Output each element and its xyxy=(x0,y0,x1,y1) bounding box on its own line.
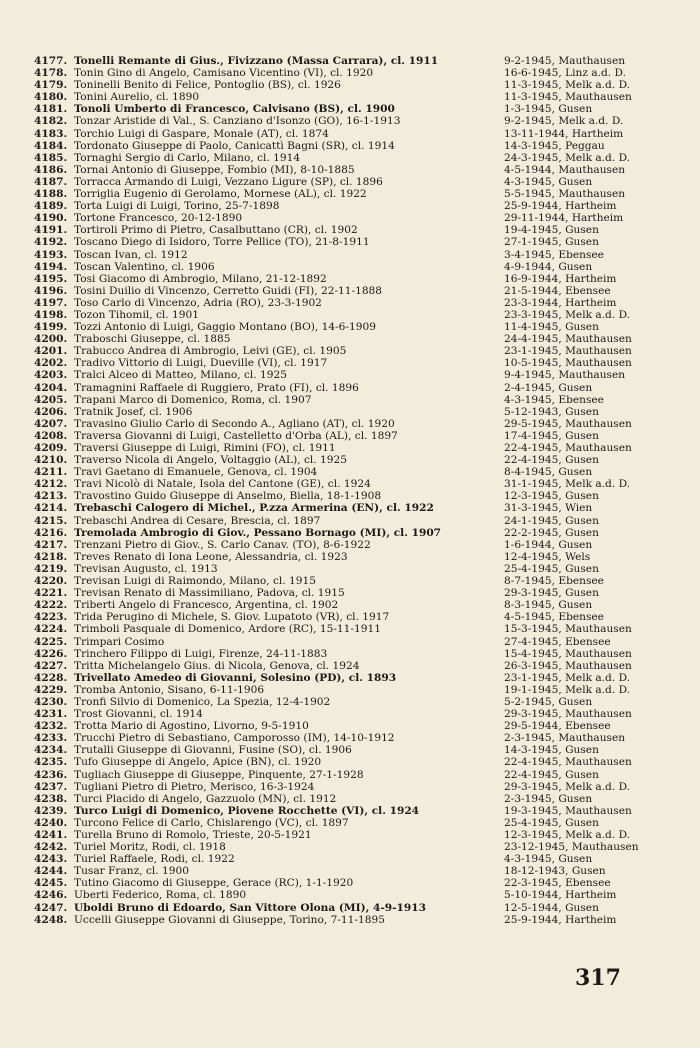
entry-number: 4203. xyxy=(34,369,68,382)
list-item xyxy=(34,515,664,527)
entry-number: 4207. xyxy=(34,417,68,430)
entry-text: Tortone Francesco, 20-12-1890 xyxy=(74,212,243,225)
entry-text: Trotta Mario di Agostino, Livorno, 9-5-1910 xyxy=(74,720,309,733)
entry-text: Trimboli Pasquale di Domenico, Ardore (RC), 15-11-1911 xyxy=(74,623,381,636)
entry-number: 4212. xyxy=(34,478,68,491)
entry-text: Tralci Alceo di Matteo, Milano, cl. 1925 xyxy=(74,369,287,382)
entry-number: 4236. xyxy=(34,768,68,781)
entry-number: 4208. xyxy=(34,429,68,442)
entry-text: Torchio Luigi di Gaspare, Monale (AT), cl. 1874 xyxy=(74,127,329,140)
list-item xyxy=(34,285,664,297)
list-item xyxy=(34,345,664,357)
entry-death: 29-5-1945, Mauthausen xyxy=(504,417,632,430)
list-item xyxy=(34,454,664,466)
entry-text: Trebaschi Calogero di Michel., P.zza Armerina (EN), cl. 1922 xyxy=(74,502,434,515)
entry-death: 1-3-1945, Gusen xyxy=(504,103,593,116)
entry-death: 11-4-1945, Gusen xyxy=(504,321,599,334)
list-item xyxy=(34,914,664,926)
entry-death: 8-4-1945, Gusen xyxy=(504,466,593,479)
entry-text: Travostino Guido Giuseppe di Anselmo, Biella, 18-1-1908 xyxy=(74,490,382,503)
entry-text: Torracca Armando di Luigi, Vezzano Ligure (SP), cl. 1896 xyxy=(74,175,383,188)
entry-text: Tosi Giacomo di Ambrogio, Milano, 21-12-1892 xyxy=(74,272,327,285)
entry-number: 4237. xyxy=(34,780,68,793)
entry-number: 4180. xyxy=(34,91,68,104)
entry-number: 4210. xyxy=(34,454,68,467)
list-item xyxy=(34,224,664,236)
entry-death: 25-4-1945, Gusen xyxy=(504,816,599,829)
entry-text: Trimpari Cosimo xyxy=(74,635,165,648)
entry-text: Turci Placido di Angelo, Gazzuolo (MN), cl. 1912 xyxy=(74,792,337,805)
entry-number: 4245. xyxy=(34,877,68,890)
entry-death: 19-3-1945, Mauthausen xyxy=(504,804,632,817)
entry-text: Tutino Giacomo di Giuseppe, Gerace (RC), 1-1-1920 xyxy=(74,877,354,890)
list-item xyxy=(34,394,664,406)
entry-number: 4202. xyxy=(34,357,68,370)
list-item xyxy=(34,67,664,79)
entry-number: 4199. xyxy=(34,321,68,334)
list-item xyxy=(34,273,664,285)
entry-death: 25-4-1945, Gusen xyxy=(504,562,599,575)
entry-number: 4178. xyxy=(34,67,68,80)
entry-death: 2-3-1945, Gusen xyxy=(504,792,593,805)
list-item xyxy=(34,805,664,817)
entry-death: 1-6-1944, Gusen xyxy=(504,538,593,551)
list-item xyxy=(34,502,664,514)
entry-text: Trapani Marco di Domenico, Roma, cl. 1907 xyxy=(74,393,312,406)
entry-number: 4179. xyxy=(34,79,68,92)
entry-number: 4206. xyxy=(34,405,68,418)
entry-number: 4233. xyxy=(34,732,68,745)
entry-text: Turcono Felice di Carlo, Chislarengo (VC), cl. 1897 xyxy=(74,816,349,829)
list-item xyxy=(34,672,664,684)
entry-text: Tonini Aurelio, cl. 1890 xyxy=(74,91,200,104)
entry-text: Trebaschi Andrea di Cesare, Brescia, cl. 1897 xyxy=(74,514,321,527)
entry-text: Trutalli Giuseppe di Giovanni, Fusine (SO), cl. 1906 xyxy=(74,744,352,757)
list-item xyxy=(34,200,664,212)
list-item xyxy=(34,829,664,841)
entry-text: Tozzi Antonio di Luigi, Gaggio Montano (BO), 14-6-1909 xyxy=(74,321,376,334)
list-item xyxy=(34,708,664,720)
list-item xyxy=(34,442,664,454)
entry-number: 4184. xyxy=(34,139,68,152)
list-item xyxy=(34,357,664,369)
list-item xyxy=(34,853,664,865)
entry-death: 22-4-1945, Gusen xyxy=(504,454,599,467)
entry-death: 24-1-1945, Gusen xyxy=(504,514,599,527)
entry-text: Tugliach Giuseppe di Giuseppe, Pinquente, 27-1-1928 xyxy=(74,768,364,781)
entry-text: Triberti Angelo di Francesco, Argentina, cl. 1902 xyxy=(74,599,339,612)
entry-death: 16-6-1945, Linz a.d. D. xyxy=(504,67,626,80)
entry-text: Trevisan Augusto, cl. 1913 xyxy=(74,562,218,575)
entry-number: 4218. xyxy=(34,550,68,563)
list-item xyxy=(34,527,664,539)
entry-death: 23-1-1945, Mauthausen xyxy=(504,345,632,358)
entry-text: Torta Luigi di Luigi, Torino, 25-7-1898 xyxy=(74,200,280,213)
entry-death: 29-5-1944, Ebensee xyxy=(504,720,611,733)
entry-number: 4232. xyxy=(34,720,68,733)
entry-death: 22-4-1945, Mauthausen xyxy=(504,756,632,769)
list-item xyxy=(34,732,664,744)
entry-death: 5-10-1944, Hartheim xyxy=(504,889,617,902)
entry-death: 8-3-1945, Gusen xyxy=(504,599,593,612)
entry-text: Tufo Giuseppe di Angelo, Apice (BN), cl. 1920 xyxy=(74,756,322,769)
list-item xyxy=(34,684,664,696)
entry-text: Traboschi Giuseppe, cl. 1885 xyxy=(74,333,231,346)
entry-number: 4246. xyxy=(34,889,68,902)
entry-number: 4195. xyxy=(34,272,68,285)
entry-text: Trenzani Pietro di Giov., S. Carlo Canav. (TO), 8-6-1922 xyxy=(74,538,371,551)
entry-text: Tortiroli Primo di Pietro, Casalbuttano (CR), cl. 1902 xyxy=(74,224,358,237)
deportee-list xyxy=(34,55,664,926)
entry-death: 16-9-1944, Hartheim xyxy=(504,272,617,285)
list-item xyxy=(34,140,664,152)
list-item xyxy=(34,91,664,103)
entry-text: Tusar Franz, cl. 1900 xyxy=(74,865,189,878)
entry-text: Toso Carlo di Vincenzo, Adria (RO), 23-3-1902 xyxy=(74,296,322,309)
list-item xyxy=(34,611,664,623)
list-item xyxy=(34,164,664,176)
entry-number: 4248. xyxy=(34,913,68,926)
entry-text: Traversi Giuseppe di Luigi, Rimini (FO), cl. 1911 xyxy=(74,442,336,454)
entry-death: 2-3-1945, Mauthausen xyxy=(504,732,626,745)
list-item xyxy=(34,865,664,877)
entry-number: 4194. xyxy=(34,260,68,273)
entry-number: 4192. xyxy=(34,236,68,249)
entry-text: Turiel Moritz, Rodi, cl. 1918 xyxy=(74,841,226,854)
entry-text: Traversa Giovanni di Luigi, Castelletto d'Orba (AL), cl. 1897 xyxy=(74,429,398,442)
list-item xyxy=(34,769,664,781)
entry-number: 4209. xyxy=(34,442,68,454)
list-item xyxy=(34,418,664,430)
entry-text: Tronfi Silvio di Domenico, La Spezia, 12-4-1902 xyxy=(74,695,331,708)
entry-number: 4185. xyxy=(34,151,68,164)
entry-text: Tritta Michelangelo Gius. di Nicola, Genova, cl. 1924 xyxy=(74,659,360,672)
entry-number: 4238. xyxy=(34,792,68,805)
entry-number: 4197. xyxy=(34,296,68,309)
entry-text: Toscano Diego di Isidoro, Torre Pellice (TO), 21-8-1911 xyxy=(74,236,370,249)
entry-death: 14-3-1945, Gusen xyxy=(504,744,599,757)
entry-death: 13-11-1944, Hartheim xyxy=(504,127,624,140)
list-item xyxy=(34,756,664,768)
list-item xyxy=(34,261,664,273)
list-item xyxy=(34,321,664,333)
entry-text: Tozon Tihomil, cl. 1901 xyxy=(74,308,199,321)
entry-number: 4241. xyxy=(34,829,68,841)
entry-death: 22-4-1945, Gusen xyxy=(504,768,599,781)
entry-death: 15-3-1945, Mauthausen xyxy=(504,623,632,636)
entry-death: 26-3-1945, Mauthausen xyxy=(504,659,632,672)
entry-text: Uccelli Giuseppe Giovanni di Giuseppe, Torino, 7-11-1895 xyxy=(74,913,385,926)
entry-number: 4183. xyxy=(34,127,68,140)
entry-death: 21-5-1944, Ebensee xyxy=(504,284,611,297)
entry-death: 22-4-1945, Mauthausen xyxy=(504,442,632,454)
entry-death: 10-5-1945, Mauthausen xyxy=(504,357,632,370)
page-number: 317 xyxy=(575,965,621,991)
entry-number: 4190. xyxy=(34,212,68,225)
entry-text: Turiel Raffaele, Rodi, cl. 1922 xyxy=(74,853,235,866)
entry-text: Tonin Gino di Angelo, Camisano Vicentino (VI), cl. 1920 xyxy=(74,67,374,80)
entry-number: 4181. xyxy=(34,103,68,116)
list-item xyxy=(34,176,664,188)
list-item xyxy=(34,369,664,381)
entry-number: 4240. xyxy=(34,816,68,829)
entry-death: 12-4-1945, Wels xyxy=(504,550,591,563)
entry-number: 4188. xyxy=(34,188,68,201)
entry-death: 4-5-1945, Ebensee xyxy=(504,611,604,624)
list-item xyxy=(34,309,664,321)
list-item xyxy=(34,599,664,611)
entry-text: Treves Renato di Iona Leone, Alessandria, cl. 1923 xyxy=(74,550,348,563)
list-item xyxy=(34,55,664,67)
entry-death: 11-3-1945, Mauthausen xyxy=(504,91,632,104)
entry-death: 11-3-1945, Melk a.d. D. xyxy=(504,79,631,92)
list-item xyxy=(34,902,664,914)
entry-number: 4228. xyxy=(34,671,68,684)
entry-death: 27-1-1945, Gusen xyxy=(504,236,599,249)
entry-number: 4187. xyxy=(34,175,68,188)
entry-death: 27-4-1945, Ebensee xyxy=(504,635,611,648)
list-item xyxy=(34,236,664,248)
entry-death: 15-4-1945, Mauthausen xyxy=(504,647,632,660)
entry-text: Tornai Antonio di Giuseppe, Fombio (MI), 8-10-1885 xyxy=(74,163,355,176)
entry-death: 17-4-1945, Gusen xyxy=(504,429,599,442)
entry-text: Torriglia Eugenio di Gerolamo, Mornese (AL), cl. 1922 xyxy=(74,188,367,201)
list-item xyxy=(34,297,664,309)
entry-death: 12-3-1945, Melk a.d. D. xyxy=(504,829,631,841)
entry-death: 5-12-1943, Gusen xyxy=(504,405,599,418)
entry-death: 9-2-1945, Mauthausen xyxy=(504,55,626,67)
list-item xyxy=(34,382,664,394)
list-item xyxy=(34,551,664,563)
entry-death: 18-12-1943, Gusen xyxy=(504,865,606,878)
entry-number: 4177. xyxy=(34,55,68,67)
list-item xyxy=(34,587,664,599)
list-item xyxy=(34,696,664,708)
entry-number: 4189. xyxy=(34,200,68,213)
entry-number: 4201. xyxy=(34,345,68,358)
entry-number: 4193. xyxy=(34,248,68,261)
entry-text: Tratnik Josef, cl. 1906 xyxy=(74,405,193,418)
list-item xyxy=(34,249,664,261)
entry-death: 23-1-1945, Melk a.d. D. xyxy=(504,671,631,684)
list-item xyxy=(34,79,664,91)
entry-text: Travi Nicolò di Natale, Isola del Cantone (GE), cl. 1924 xyxy=(74,478,371,491)
entry-text: Trevisan Luigi di Raimondo, Milano, cl. 1915 xyxy=(74,575,316,588)
entry-death: 22-3-1945, Ebensee xyxy=(504,877,611,890)
entry-death: 9-4-1945, Mauthausen xyxy=(504,369,626,382)
entry-death: 29-11-1944, Hartheim xyxy=(504,212,624,225)
entry-number: 4221. xyxy=(34,587,68,600)
entry-text: Trevisan Renato di Massimiliano, Padova, cl. 1915 xyxy=(74,587,345,600)
entry-death: 4-3-1945, Ebensee xyxy=(504,393,604,406)
entry-death: 29-3-1945, Gusen xyxy=(504,587,599,600)
list-item xyxy=(34,490,664,502)
entry-number: 4242. xyxy=(34,841,68,854)
list-item xyxy=(34,115,664,127)
entry-text: Trabucco Andrea di Ambrogio, Leivi (GE), cl. 1905 xyxy=(74,345,347,358)
entry-number: 4224. xyxy=(34,623,68,636)
entry-number: 4219. xyxy=(34,562,68,575)
list-item xyxy=(34,539,664,551)
entry-text: Tonelli Remante di Gius., Fivizzano (Massa Carrara), cl. 1911 xyxy=(74,55,439,67)
entry-death: 23-3-1944, Hartheim xyxy=(504,296,617,309)
entry-number: 4196. xyxy=(34,284,68,297)
entry-text: Toninelli Benito di Felice, Pontoglio (BS), cl. 1926 xyxy=(74,79,341,92)
list-item xyxy=(34,152,664,164)
entry-number: 4182. xyxy=(34,115,68,128)
entry-death: 31-1-1945, Melk a.d. D. xyxy=(504,478,631,491)
entry-text: Trivellato Amedeo di Giovanni, Solesino (PD), cl. 1893 xyxy=(74,671,397,684)
entry-death: 25-9-1944, Hartheim xyxy=(504,913,617,926)
list-item xyxy=(34,103,664,115)
entry-number: 4215. xyxy=(34,514,68,527)
entry-text: Tromba Antonio, Sisano, 6-11-1906 xyxy=(74,683,265,696)
entry-death: 29-3-1945, Mauthausen xyxy=(504,708,632,721)
entry-number: 4247. xyxy=(34,901,68,914)
list-item xyxy=(34,889,664,901)
entry-death: 23-12-1945, Mauthausen xyxy=(504,841,639,854)
entry-death: 8-7-1945, Ebensee xyxy=(504,575,604,588)
list-item xyxy=(34,636,664,648)
entry-text: Tugliani Pietro di Pietro, Merisco, 16-3-1924 xyxy=(74,780,315,793)
entry-text: Tordonato Giuseppe di Paolo, Canicattì Bagni (SR), cl. 1914 xyxy=(74,139,395,152)
entry-death: 9-2-1945, Melk a.d. D. xyxy=(504,115,624,128)
list-item xyxy=(34,188,664,200)
list-item xyxy=(34,781,664,793)
entry-number: 4186. xyxy=(34,163,68,176)
entry-number: 4235. xyxy=(34,756,68,769)
list-item xyxy=(34,430,664,442)
list-item xyxy=(34,841,664,853)
list-item xyxy=(34,575,664,587)
entry-death: 14-3-1945, Peggau xyxy=(504,139,605,152)
entry-text: Tramagnini Raffaele di Ruggiero, Prato (FI), cl. 1896 xyxy=(74,381,359,394)
entry-text: Traverso Nicola di Angelo, Voltaggio (AL), cl. 1925 xyxy=(74,454,347,467)
entry-number: 4243. xyxy=(34,853,68,866)
list-item xyxy=(34,212,664,224)
entry-death: 12-3-1945, Gusen xyxy=(504,490,599,503)
entry-text: Trucchi Pietro di Sebastiano, Camporosso (IM), 14-10-1912 xyxy=(74,732,395,745)
entry-text: Travi Gaetano di Emanuele, Genova, cl. 1904 xyxy=(74,466,318,479)
entry-text: Trida Perugino di Michele, S. Giov. Lupatoto (VR), cl. 1917 xyxy=(74,611,390,624)
entry-text: Travasino Giulio Carlo di Secondo A., Agliano (AT), cl. 1920 xyxy=(74,417,395,430)
entry-number: 4231. xyxy=(34,708,68,721)
list-item xyxy=(34,128,664,140)
entry-number: 4225. xyxy=(34,635,68,648)
entry-number: 4223. xyxy=(34,611,68,624)
entry-death: 19-1-1945, Melk a.d. D. xyxy=(504,683,631,696)
entry-text: Tosini Duilio di Vincenzo, Cerretto Guidi (FI), 22-11-1888 xyxy=(74,284,383,297)
list-item xyxy=(34,406,664,418)
entry-text: Turella Bruno di Romolo, Trieste, 20-5-1921 xyxy=(74,829,312,841)
entry-death: 25-9-1944, Hartheim xyxy=(504,200,617,213)
list-item xyxy=(34,660,664,672)
entry-death: 4-3-1945, Gusen xyxy=(504,853,593,866)
entry-number: 4191. xyxy=(34,224,68,237)
entry-number: 4220. xyxy=(34,575,68,588)
list-item xyxy=(34,720,664,732)
entry-death: 2-4-1945, Gusen xyxy=(504,381,593,394)
entry-number: 4213. xyxy=(34,490,68,503)
entry-number: 4205. xyxy=(34,393,68,406)
entry-death: 24-3-1945, Melk a.d. D. xyxy=(504,151,631,164)
entry-text: Uboldi Bruno di Edoardo, San Vittore Olona (MI), 4-9-1913 xyxy=(74,901,427,914)
entry-text: Trost Giovanni, cl. 1914 xyxy=(74,708,203,721)
entry-death: 4-3-1945, Gusen xyxy=(504,175,593,188)
entry-text: Uberti Federico, Roma, cl. 1890 xyxy=(74,889,247,902)
entry-number: 4204. xyxy=(34,381,68,394)
entry-text: Tornaghi Sergio di Carlo, Milano, cl. 1914 xyxy=(74,151,301,164)
entry-text: Toscan Valentino, cl. 1906 xyxy=(74,260,215,273)
list-item xyxy=(34,478,664,490)
entry-number: 4234. xyxy=(34,744,68,757)
entry-number: 4239. xyxy=(34,804,68,817)
entry-number: 4230. xyxy=(34,695,68,708)
entry-death: 19-4-1945, Gusen xyxy=(504,224,599,237)
entry-number: 4214. xyxy=(34,502,68,515)
entry-death: 31-3-1945, Wien xyxy=(504,502,593,515)
entry-number: 4226. xyxy=(34,647,68,660)
entry-death: 24-4-1945, Mauthausen xyxy=(504,333,632,346)
entry-number: 4198. xyxy=(34,308,68,321)
entry-death: 22-2-1945, Gusen xyxy=(504,526,599,539)
entry-death: 4-5-1944, Mauthausen xyxy=(504,163,626,176)
entry-death: 29-3-1945, Melk a.d. D. xyxy=(504,780,631,793)
list-item xyxy=(34,623,664,635)
entry-text: Toscan Ivan, cl. 1912 xyxy=(74,248,188,261)
entry-death: 4-9-1944, Gusen xyxy=(504,260,593,273)
list-item xyxy=(34,466,664,478)
entry-text: Tradivo Vittorio di Luigi, Dueville (VI), cl. 1917 xyxy=(74,357,328,370)
entry-text: Turco Luigi di Domenico, Piovene Rocchette (VI), cl. 1924 xyxy=(74,804,420,817)
entry-number: 4244. xyxy=(34,865,68,878)
list-item xyxy=(34,793,664,805)
list-item xyxy=(34,333,664,345)
entry-death: 3-4-1945, Ebensee xyxy=(504,248,604,261)
entry-number: 4222. xyxy=(34,599,68,612)
entry-death: 23-3-1945, Melk a.d. D. xyxy=(504,308,631,321)
entry-number: 4200. xyxy=(34,333,68,346)
list-item xyxy=(34,817,664,829)
entry-text: Tonzar Aristide di Val., S. Canziano d'Isonzo (GO), 16-1-1913 xyxy=(74,115,401,128)
list-item xyxy=(34,744,664,756)
entry-number: 4211. xyxy=(34,466,68,479)
list-item xyxy=(34,563,664,575)
list-item xyxy=(34,877,664,889)
entry-text: Tonoli Umberto di Francesco, Calvisano (BS), cl. 1900 xyxy=(74,103,395,116)
list-item xyxy=(34,648,664,660)
entry-death: 5-2-1945, Gusen xyxy=(504,695,593,708)
entry-text: Trinchero Filippo di Luigi, Firenze, 24-11-1883 xyxy=(74,647,328,660)
entry-death: 12-5-1944, Gusen xyxy=(504,901,599,914)
entry-death: 5-5-1945, Mauthausen xyxy=(504,188,626,201)
entry-text: Tremolada Ambrogio di Giov., Pessano Bornago (MI), cl. 1907 xyxy=(74,526,442,539)
entry-number: 4217. xyxy=(34,538,68,551)
entry-number: 4229. xyxy=(34,683,68,696)
entry-number: 4227. xyxy=(34,659,68,672)
entry-number: 4216. xyxy=(34,526,68,539)
